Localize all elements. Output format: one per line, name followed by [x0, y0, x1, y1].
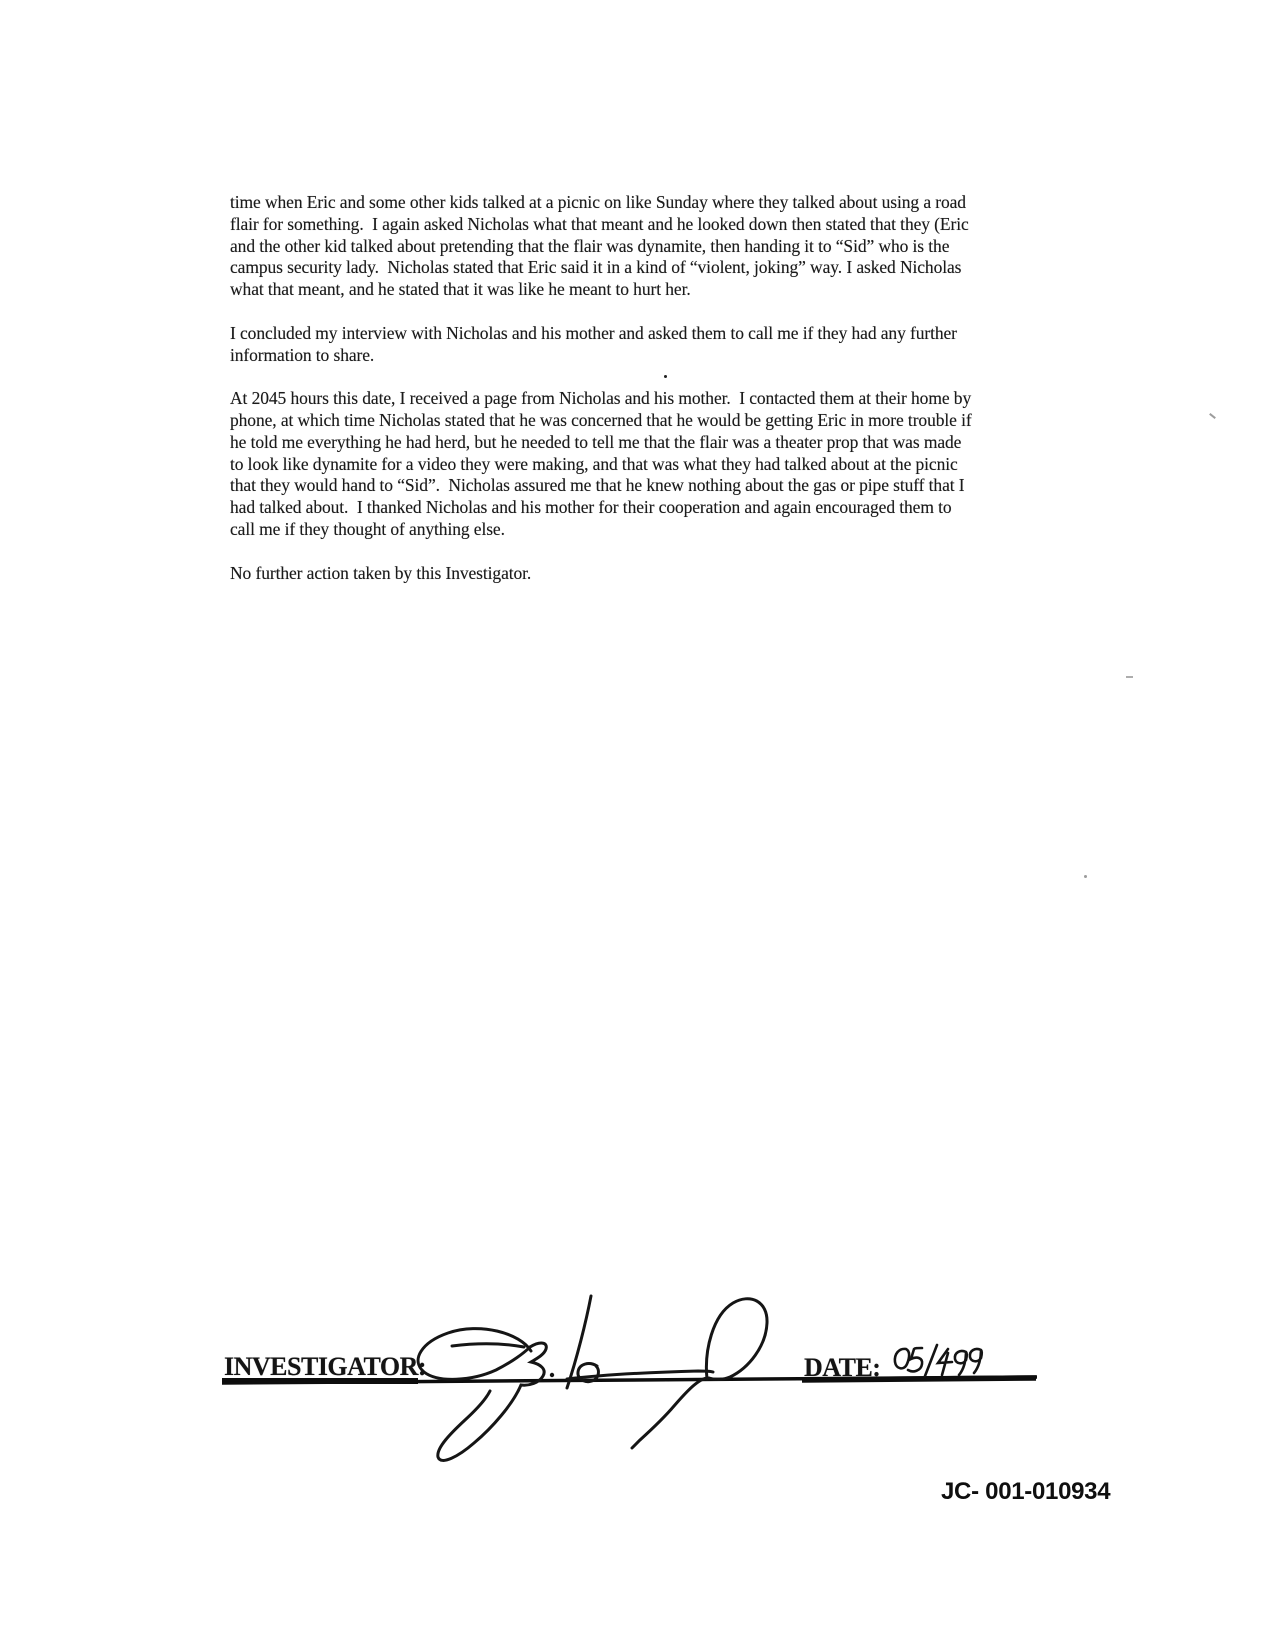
scan-artifact-dot: [664, 375, 667, 378]
text-line: flair for something. I again asked Nicholas what that meant and he looked down then stated that they (Eric: [230, 213, 969, 234]
scan-artifact-dash: [1126, 676, 1133, 678]
text-line: to look like dynamite for a video they were making, and that was what they had talked about at the picnic: [230, 453, 958, 474]
scan-artifact-tick: [1209, 413, 1216, 419]
text-line: and the other kid talked about pretending that the flair was dynamite, then handing it to “Sid” who is the: [230, 235, 950, 256]
scan-artifact-dot-2: [1084, 875, 1087, 878]
handwritten-date-value: [886, 1333, 996, 1383]
text-line: what that meant, and he stated that it was like he meant to hurt her.: [230, 279, 691, 300]
report-body: [230, 192, 1030, 606]
text-line: call me if they thought of anything else.: [230, 518, 505, 539]
text-line: information to share.: [230, 344, 375, 365]
document-number: JC- 001-010934: [941, 1478, 1111, 1505]
paragraph: [230, 323, 1030, 367]
investigator-label: INVESTIGATOR:: [224, 1352, 427, 1381]
paragraph: [230, 563, 1030, 585]
text-line: No further action taken by this Investigator.: [230, 562, 532, 583]
text-line: that they would hand to “Sid”. Nicholas assured me that he knew nothing about the gas or pipe stuff that I: [230, 475, 965, 496]
text-line: campus security lady. Nicholas stated that Eric said it in a kind of “violent, joking” way. I asked Nicholas: [230, 257, 962, 278]
date-label: DATE:: [804, 1353, 881, 1382]
text-line: he told me everything he had herd, but he needed to tell me that the flair was a theater prop that was made: [230, 431, 962, 452]
text-line: had talked about. I thanked Nicholas and his mother for their cooperation and again encouraged them to: [230, 497, 952, 518]
text-line: phone, at which time Nicholas stated that he was concerned that he would be getting Eric in more trouble if: [230, 409, 972, 430]
text-line: I concluded my interview with Nicholas and his mother and asked them to call me if they had any further: [230, 322, 957, 343]
text-line: At 2045 hours this date, I received a page from Nicholas and his mother. I contacted them at their home by: [230, 388, 972, 409]
paragraph: [230, 388, 1030, 541]
investigator-signature: [380, 1230, 780, 1480]
text-line: time when Eric and some other kids talked at a picnic on like Sunday where they talked about using a road: [230, 192, 966, 212]
paragraph: [230, 192, 1030, 301]
